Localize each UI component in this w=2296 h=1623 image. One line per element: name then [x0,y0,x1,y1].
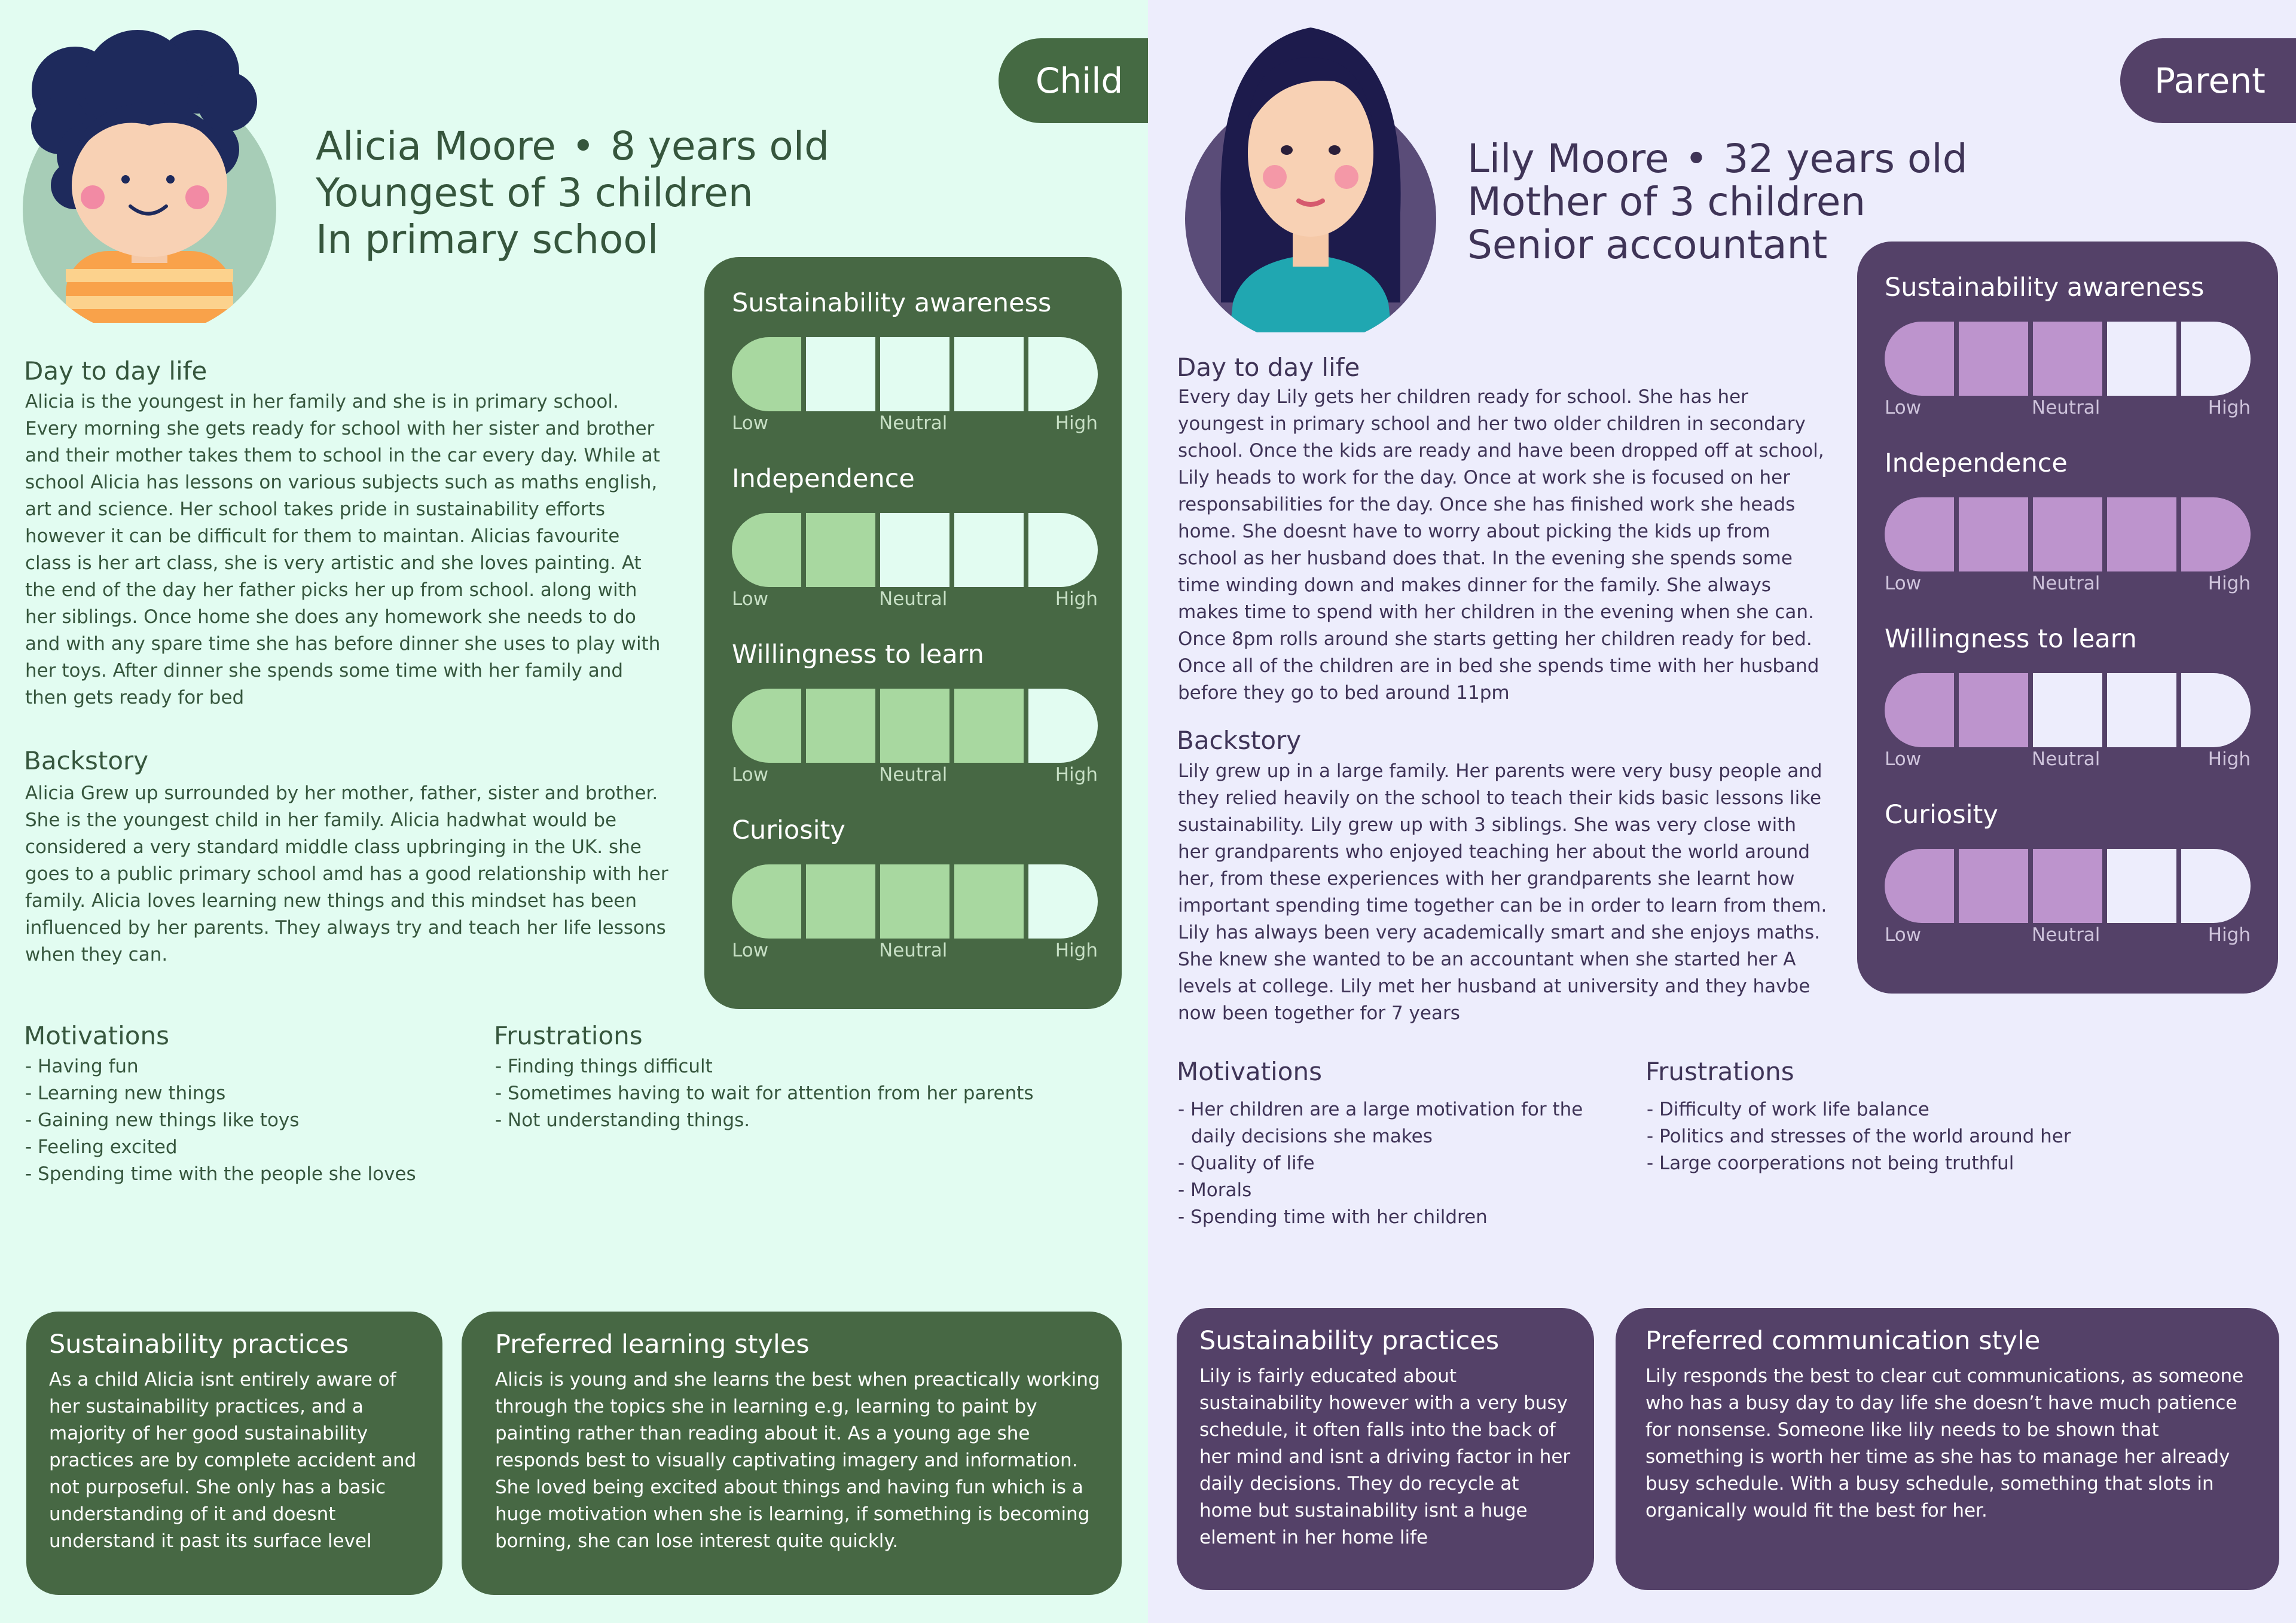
list-item: - Quality of life [1178,1153,1315,1174]
list-item: - Spending time with the people she loves [25,1163,416,1185]
scale-segment-filled [2033,497,2102,571]
scale-segment-filled [2033,849,2102,923]
parent-sustainability-card [1177,1308,1594,1590]
scale-segment-filled [2181,497,2251,571]
list-item: - Sometimes having to wait for attention from her parents [495,1083,1034,1104]
scale-bar [732,864,1098,939]
scale-high-label: High [2208,573,2251,594]
scale-low-label: Low [1885,924,1922,946]
scale-segment-filled [806,513,875,587]
scale-bar [1885,322,2251,396]
scale-segment-empty [1028,864,1098,939]
scale-high-label: High [1055,764,1098,785]
scale-segment-empty [1028,689,1098,763]
scale-title: Curiosity [1885,800,1998,830]
child-motivations-heading: Motivations [24,1021,169,1050]
scale-segment-filled [806,689,875,763]
role-tab-parent: Parent [2120,38,2296,123]
parent-name: Lily Moore [1467,136,1669,182]
separator-dot-icon: • [571,123,595,169]
scale-bar [732,513,1098,587]
scale-neutral-label: Neutral [879,588,948,610]
parent-motivations-list [1178,1096,1632,1231]
scale-title: Willingness to learn [1885,624,2137,654]
scale-title: Sustainability awareness [1885,273,2205,302]
scale-segment-filled [732,337,801,411]
parent-communication-card [1616,1308,2279,1590]
child-sustainability-card [26,1312,442,1595]
scale-segment-empty [2107,849,2176,923]
scale-segment-filled [732,864,801,939]
scale-segment-empty [2181,673,2251,747]
parent-avatar [1179,22,1442,332]
scale-neutral-label: Neutral [2032,924,2100,946]
child-avatar [18,24,281,323]
scale-segment-empty [1028,337,1098,411]
scale-neutral-label: Neutral [2032,397,2100,418]
card-title: Preferred learning styles [495,1329,810,1359]
scale-low-label: Low [1885,573,1922,594]
parent-age: 32 years old [1723,136,1968,182]
parent-children: Mother of 3 children [1467,179,1866,225]
list-item: - Difficulty of work life balance [1647,1099,1929,1120]
scale-bar [1885,497,2251,571]
child-rating-card [704,257,1122,1009]
scale-segment-filled [1959,849,2028,923]
scale-segment-empty [2181,322,2251,396]
scale-high-label: High [2208,748,2251,770]
scale-low-label: Low [732,588,769,610]
card-title: Sustainability practices [1199,1326,1500,1356]
scale-segment-filled [1959,322,2028,396]
child-backstory-text: Alicia Grew up surrounded by her mother, father, sister and brother. She is the youngest child in her family. Alicia hadwhat would be considered a very standard middle class upbringing in the UK. she goes to a public primary school amd has a good relationship with her family. Alicia loves learning new things and this mindset has been influenced by her parents. They always try and teach her life lessons when they can. [25,783,668,965]
parent-day-text: Every day Lily gets her children ready for school. She has her youngest in primary school and her two older children in secondary school. Once the kids are ready and have been dropped off at school, Lily heads to work for the day. Once at work she is focused on her responsabilities for the day. Once she has finished work she heads home. She doesnt have to worry about picking the kids up from school as her husband does that. In the evening she spends some time winding down and makes dinner for the family. She always makes time to spend with her children in the evening when she can. Once 8pm rolls around she starts getting her children ready for bed. Once all of the children are in bed she spends time with her husband before they go to bed around 11pm [1178,386,1824,704]
list-item: - Learning new things [25,1083,226,1104]
scale-segment-filled [880,689,949,763]
list-item: - Feeling excited [25,1136,178,1158]
child-frustrations-heading: Frustrations [494,1021,643,1050]
scale-segment-filled [1885,849,1954,923]
scale-title: Willingness to learn [732,640,984,670]
parent-backstory-text: Lily grew up in a large family. Her parents were very busy people and they relied heavily on the school to teach their kids basic lessons like sustainability. Lily grew up with 3 siblings. She was very close with her grandparents who enjoyed teaching her about the world around her, from these experiences with her grandparents she learnt how important spending time together can be in order to learn from them. Lily has always been very academically smart and she enjoys maths. She knew she wanted to be an accountant when she started her A levels at college. Lily met her husband at university and they havbe now been together for 7 years [1178,760,1827,1024]
scale-segment-empty [2107,673,2176,747]
scale-low-label: Low [1885,397,1922,418]
scale-bar [732,689,1098,763]
child-learning-card [462,1312,1122,1595]
scale-high-label: High [1055,588,1098,610]
scale-segment-filled [1885,497,1954,571]
scale-neutral-label: Neutral [879,940,948,961]
scale-segment-empty [2181,849,2251,923]
card-body: As a child Alicia isnt entirely aware of her sustainability practices, and a majority of her good sustainability practices are by complete accident and not purposeful. She only has a basic understanding of it and doesnt understand it past its surface level [49,1369,417,1552]
parent-rating-card [1857,242,2278,994]
parent-avatar-illustration [1179,22,1442,332]
child-backstory-heading: Backstory [24,746,149,775]
scale-segment-filled [1885,322,1954,396]
scale-segment-filled [2107,497,2176,571]
scale-segment-empty [880,337,949,411]
scale-neutral-label: Neutral [2032,748,2100,770]
list-item: - Having fun [25,1056,139,1077]
scale-segment-filled [732,689,801,763]
scale-segment-empty [2033,673,2102,747]
list-item: - Not understanding things. [495,1109,750,1131]
child-avatar-illustration [18,24,281,323]
scale-high-label: High [1055,940,1098,961]
scale-neutral-label: Neutral [879,764,948,785]
scale-bar [1885,673,2251,747]
card-body: Alicis is young and she learns the best when preactically working through the topics she in learning e.g, learning to paint by painting rather than reading about it. As a young age she responds best to visually captivating imagery and information. She loved being excited about things and having fun which is a huge motivation when she is learning, if something is becoming borning, she can lose interest quite quickly. [495,1369,1100,1552]
parent-occupation: Senior accountant [1467,222,1828,268]
list-item: - Her children are a large motivation for the daily decisions she makes [1178,1099,1583,1147]
child-siblings: Youngest of 3 children [316,170,753,216]
scale-bar [1885,849,2251,923]
card-title: Sustainability practices [49,1329,349,1359]
list-item: - Morals [1178,1179,1252,1201]
child-identity [316,123,829,263]
parent-frustrations-heading: Frustrations [1645,1057,1794,1086]
scale-segment-filled [1959,497,2028,571]
scale-low-label: Low [1885,748,1922,770]
scale-neutral-label: Neutral [879,412,948,434]
scale-segment-empty [954,337,1024,411]
list-item: - Finding things difficult [495,1056,713,1077]
scale-segment-empty [1028,513,1098,587]
parent-persona-panel [1148,0,2296,1623]
card-title: Preferred communication style [1645,1326,2041,1356]
child-name: Alicia Moore [316,123,556,169]
scale-title: Curiosity [732,815,845,845]
scale-segment-filled [2033,322,2102,396]
child-motivations-list [25,1053,468,1188]
card-body: Lily responds the best to clear cut communications, as someone who has a busy day to day life she doesn’t have much patience for nonsense. Someone like lily needs to be shown that something is worth her time as she has to manage her already busy schedule. With a busy schedule, something that slots in organically would fit the best for her. [1645,1365,2244,1521]
list-item: - Gaining new things like toys [25,1109,300,1131]
scale-bar [732,337,1098,411]
scale-segment-empty [954,513,1024,587]
card-body: Lily is fairly educated about sustainability however with a very busy schedule, it often falls into the back of her mind and isnt a driving factor in her daily decisions. They do recycle at home but sustainability isnt a huge element in her home life [1199,1365,1571,1548]
scale-title: Independence [1885,448,2068,478]
parent-backstory-heading: Backstory [1177,726,1302,755]
child-age: 8 years old [610,123,830,169]
scale-segment-empty [806,337,875,411]
scale-title: Sustainability awareness [732,288,1052,318]
list-item: - Spending time with her children [1178,1206,1488,1228]
child-day-text: Alicia is the youngest in her family and she is in primary school. Every morning she gets ready for school with her sister and brother and their mother takes them to school in the car every day. While at school Alicia has lessons on various subjects such as maths english, art and science. Her school takes pride in sustainability efforts however it can be difficult for them to maintan. Alicias favourite class is her art class, she is very artistic and she loves painting. At the end of the day her father picks her up from school. along with her siblings. Once home she does any homework she needs to do and with any spare time she has before dinner she uses to play with her toys. After dinner she spends some time with her family and then gets ready for bed [25,391,661,708]
child-frustrations-list [495,1053,1117,1134]
scale-segment-empty [2107,322,2176,396]
scale-segment-filled [954,864,1024,939]
role-tab-child: Child [999,38,1148,123]
scale-high-label: High [1055,412,1098,434]
child-schooling: In primary school [316,216,659,262]
scale-neutral-label: Neutral [2032,573,2100,594]
scale-segment-filled [1959,673,2028,747]
list-item: - Large coorperations not being truthful [1647,1153,2014,1174]
parent-day-heading: Day to day life [1177,353,1360,382]
scale-low-label: Low [732,412,769,434]
scale-high-label: High [2208,924,2251,946]
scale-high-label: High [2208,397,2251,418]
parent-frustrations-list [1647,1096,2268,1177]
scale-low-label: Low [732,940,769,961]
scale-segment-filled [880,864,949,939]
scale-low-label: Low [732,764,769,785]
scale-segment-filled [1885,673,1954,747]
scale-segment-filled [806,864,875,939]
scale-segment-empty [880,513,949,587]
parent-motivations-heading: Motivations [1177,1057,1322,1086]
list-item: - Politics and stresses of the world around her [1647,1126,2071,1147]
scale-segment-filled [732,513,801,587]
separator-dot-icon: • [1684,136,1708,182]
scale-title: Independence [732,464,915,494]
scale-segment-filled [954,689,1024,763]
child-day-heading: Day to day life [24,356,207,386]
